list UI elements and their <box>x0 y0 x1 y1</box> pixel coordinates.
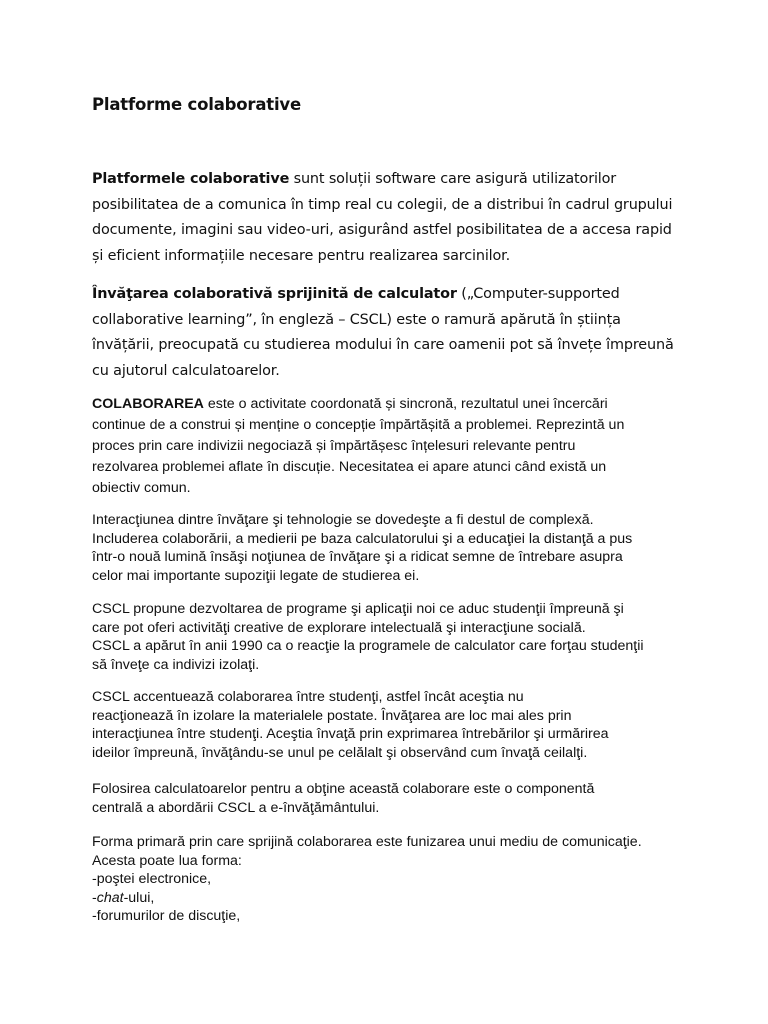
paragraph-cscl-propune: CSCL propune dezvoltarea de programe şi aplicaţii noi ce aduc studenţii împreună şi care pot oferi activităţi creative de explorare intelectuală şi interacţiune socială. CSCL a apărut în anii 1990 ca o reacţie la programele de calculator care forţau studenţii să înveţe ca indivizi izolaţi. <box>92 601 644 673</box>
list-item-forumurilor: -forumurilor de discuţie, <box>92 908 241 925</box>
paragraph-forma-primara: Forma primară prin care sprijină colaborarea este funizarea unui mediu de comunicaţie. Acesta poate lua forma: -poştei electronice, -chat-ului, -forumurilor de discuţie, <box>92 833 692 926</box>
paragraph-colaborarea: COLABORAREA este o activitate coordonată și sincronă, rezultatul unei încercări continue de a construi și menține o concepție împărtășită a problemei. Reprezintă un proces prin care indivizii negociază și împărtășesc înțelesuri relevante pentru rezolvarea problemei aflate în discuție. Necesitatea ei apare atunci când există un obiectiv comun. <box>92 396 625 496</box>
paragraph-cscl-definition: Învăţarea colaborativă sprijinită de calculator („Computer-supported collaborative learning”, în engleză – CSCL) este o ramură apărută în știința învățării, preocupată cu studierea modului în care oamenii pot să învețe împreună cu ajutorul calculatoarelor. <box>92 286 674 379</box>
paragraph-interactiunea: Interacţiunea dintre învăţare şi tehnologie se dovedeşte a fi destul de complexă. Includerea colaborării, a medierii pe baza calculatorului şi a educaţiei la distanţă a pus într-o nouă lumină însăşi noţiunea de învăţare şi a ridicat semne de întrebare asupra celor mai importante supoziţii legate de studierea ei. <box>92 512 633 584</box>
term-colaborarea: COLABORAREA <box>92 396 204 412</box>
term-platformele-colaborative: Platformele colaborative <box>92 171 290 187</box>
page-title: Platforme colaborative <box>92 95 301 114</box>
list-item-postei: -poştei electronice, <box>92 871 212 888</box>
term-invatarea-colaborativa: Învăţarea colaborativă sprijinită de calculator <box>92 286 457 302</box>
list-item-chat: -chat-ului, <box>92 889 155 906</box>
paragraph-cscl-accentueaza: CSCL accentuează colaborarea între studenţi, astfel încât aceştia nu reacţionează în izolare la materialele postate. Învăţarea are loc mai ales prin interacţiunea între studenţi. Aceştia învaţă prin exprimarea întrebărilor şi urmărirea ideilor împreună, învăţându-se unul pe celălalt şi observând cum învaţă ceilalţi. <box>92 689 609 761</box>
paragraph-folosirea: Folosirea calculatoarelor pentru a obţine această colaborare este o componentă centrală a abordării CSCL a e-învăţământului. <box>92 781 595 816</box>
paragraph-platforme: Platformele colaborative sunt soluții software care asigură utilizatorilor posibilitatea de a comunica în timp real cu colegii, de a distribui în cadrul grupului documente, imagini sau video-uri, asigurând astfel posibilitatea de a accesa rapid și eficient informațiile necesare pentru realizarea sarcinilor. <box>92 171 673 264</box>
